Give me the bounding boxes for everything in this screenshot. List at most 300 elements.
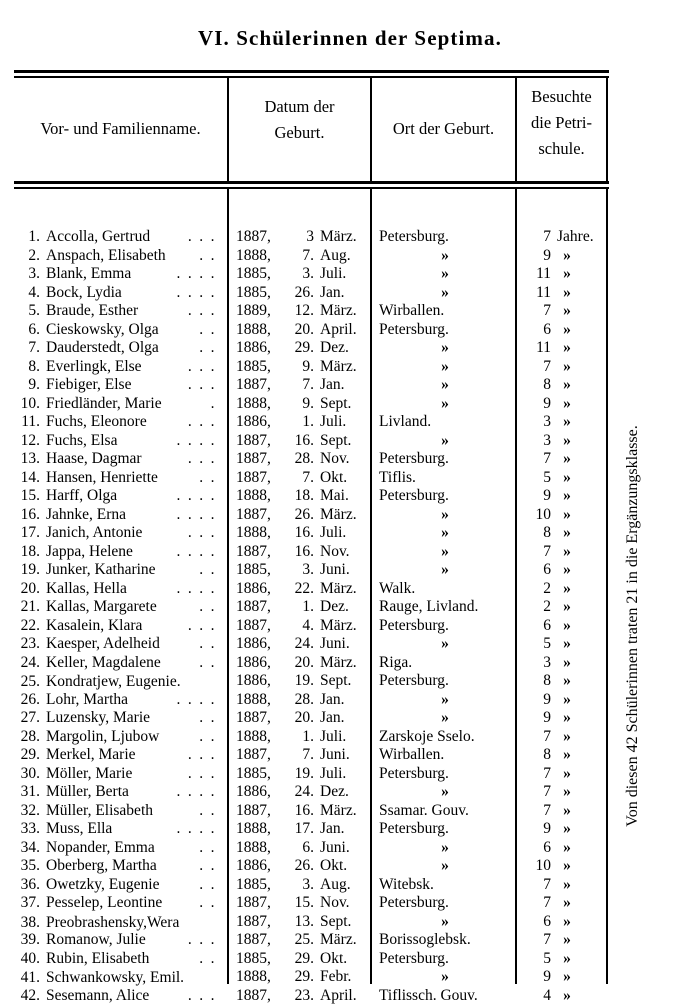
- row-number: 15.: [20, 487, 40, 504]
- row-number: 31.: [20, 783, 40, 800]
- cell-birth-day: 9.: [302, 357, 314, 375]
- cell-birth-month: Okt.: [320, 949, 348, 967]
- cell-birth-year: 1887,: [236, 931, 271, 948]
- dot-leader: ..: [199, 320, 222, 335]
- cell-birth-month: Dez.: [320, 783, 349, 800]
- cell-birthplace-ditto: »: [441, 635, 449, 652]
- table-row: [0, 598, 700, 617]
- cell-years-attended: 6: [543, 838, 551, 856]
- cell-name: [14, 580, 222, 599]
- cell-birth-day: 1.: [302, 727, 314, 745]
- cell-years-unit-ditto: »: [563, 376, 571, 393]
- cell-birth-day: 19.: [294, 672, 314, 689]
- student-name: Margolin, Ljubow: [46, 727, 160, 745]
- cell-name: [14, 654, 222, 673]
- cell-birth-day: 24.: [294, 783, 314, 800]
- cell-birth-year: 1886,: [236, 635, 271, 652]
- cell-years-unit-ditto: »: [563, 246, 571, 264]
- cell-birth-month: April.: [320, 986, 357, 1004]
- row-number: 9.: [28, 376, 40, 393]
- row-number: 7.: [28, 339, 40, 356]
- dot-leader: ...: [187, 931, 222, 945]
- cell-birth-month: Sept.: [320, 912, 352, 930]
- row-number: 24.: [20, 653, 40, 671]
- cell-birth-day: 26.: [294, 505, 314, 523]
- dot-leader: ...: [187, 450, 222, 464]
- dot-leader: ....: [176, 820, 222, 834]
- student-name: Preobrashensky,Wera: [46, 913, 180, 931]
- student-name: Fiebiger, Else: [46, 376, 132, 393]
- cell-years-attended: 7: [543, 302, 551, 319]
- cell-birth-month: Juni.: [320, 746, 350, 763]
- cell-years-unit-ditto: »: [563, 394, 571, 412]
- cell-years-attended: 9: [543, 690, 551, 708]
- table-row: [0, 783, 700, 802]
- cell-years-attended: 3: [543, 413, 551, 430]
- student-name: Kallas, Hella: [46, 579, 127, 597]
- row-number: 27.: [20, 709, 40, 726]
- cell-birth-day: 3.: [302, 875, 314, 893]
- cell-birthplace: Petersburg.: [379, 949, 449, 967]
- cell-birthplace: Petersburg.: [379, 450, 449, 467]
- table-top-rule-thin: [14, 76, 609, 78]
- cell-years-unit-ditto: »: [563, 709, 571, 726]
- cell-birthplace: Witebsk.: [379, 875, 434, 893]
- cell-birth-day: 18.: [294, 487, 314, 504]
- student-name: Anspach, Elisabeth: [46, 246, 166, 264]
- cell-years-unit-ditto: »: [563, 912, 571, 930]
- cell-birth-year: 1886,: [236, 339, 271, 356]
- row-number: 23.: [20, 635, 40, 652]
- cell-birthplace: Petersburg.: [379, 616, 449, 634]
- cell-name: [14, 358, 222, 377]
- cell-birthplace-ditto: »: [441, 431, 449, 449]
- cell-birth-year: 1887,: [236, 709, 271, 726]
- student-name: Kondratjew, Eugenie.: [46, 673, 181, 690]
- dot-leader: [188, 968, 222, 982]
- cell-birth-day: 16.: [294, 542, 314, 560]
- cell-years-unit-ditto: »: [563, 746, 571, 763]
- row-number: 14.: [20, 468, 40, 486]
- cell-birth-day: 15.: [294, 894, 314, 911]
- cell-birth-day: 17.: [294, 820, 314, 837]
- cell-birthplace-ditto: »: [441, 339, 449, 356]
- cell-name: [14, 987, 222, 1005]
- cell-years-unit-ditto: »: [563, 986, 571, 1004]
- cell-years-attended: 9: [543, 968, 551, 985]
- table-row: [0, 635, 700, 654]
- cell-birth-month: Sept.: [320, 672, 352, 689]
- cell-birth-year: 1886,: [236, 653, 271, 671]
- cell-birth-year: 1888,: [236, 524, 271, 541]
- table-row: [0, 672, 700, 691]
- cell-birth-year: 1885,: [236, 265, 271, 282]
- column-header-visit-line3: schule.: [538, 139, 585, 158]
- cell-birth-day: 29.: [294, 949, 314, 967]
- cell-birth-year: 1887,: [236, 450, 271, 467]
- row-number: 38.: [20, 913, 40, 931]
- row-number: 39.: [20, 931, 40, 948]
- dot-leader: ..: [199, 561, 222, 575]
- cell-birth-year: 1887,: [236, 228, 271, 245]
- row-number: 11.: [21, 413, 40, 430]
- table-row: [0, 302, 700, 321]
- student-name: Pesselep, Leontine: [46, 894, 163, 911]
- cell-years-unit-ditto: »: [563, 616, 571, 634]
- table-row: [0, 432, 700, 451]
- row-number: 22.: [20, 616, 40, 634]
- cell-name: [14, 617, 222, 636]
- student-name: Müller, Elisabeth: [46, 801, 153, 819]
- cell-birth-year: 1885,: [236, 357, 271, 375]
- cell-birth-month: Nov.: [320, 450, 350, 467]
- student-name: Blank, Emma: [46, 265, 132, 282]
- cell-years-attended: 10: [535, 857, 551, 874]
- student-name: Keller, Magdalene: [46, 653, 161, 671]
- student-name: Haase, Dagmar: [46, 450, 142, 467]
- column-header-name: Vor- und Familienname.: [40, 119, 201, 138]
- cell-birth-day: 24.: [294, 635, 314, 652]
- cell-birth-day: 16.: [294, 801, 314, 819]
- student-name: Sesemann, Alice: [46, 986, 150, 1004]
- cell-birthplace-ditto: »: [441, 968, 449, 985]
- student-name: Jahnke, Erna: [46, 505, 127, 523]
- student-name: Müller, Berta: [46, 783, 129, 800]
- cell-birthplace: Wirballen.: [379, 746, 445, 763]
- cell-years-attended: 7: [543, 764, 551, 782]
- cell-birth-day: 7.: [302, 376, 314, 393]
- student-name: Harff, Olga: [46, 487, 118, 504]
- dot-leader: ....: [176, 283, 222, 298]
- dot-leader: ..: [199, 635, 222, 649]
- dot-leader: ..: [199, 246, 222, 261]
- cell-years-attended: 7: [543, 450, 551, 467]
- table-row: [0, 709, 700, 728]
- cell-years-unit-ditto: »: [563, 579, 571, 597]
- table-row: [0, 469, 700, 488]
- cell-years-unit-ditto: »: [563, 672, 571, 689]
- cell-birth-day: 6.: [302, 838, 314, 856]
- cell-years-unit-ditto: »: [563, 764, 571, 782]
- cell-birthplace: Petersburg.: [379, 764, 449, 782]
- cell-years-attended: 7: [543, 357, 551, 375]
- cell-birthplace: Borissoglebsk.: [379, 931, 471, 948]
- row-number: 16.: [20, 505, 40, 523]
- dot-leader: [185, 672, 222, 686]
- table-row: [0, 339, 700, 358]
- dot-leader: ..: [199, 709, 222, 723]
- cell-name: [14, 543, 222, 562]
- cell-years-attended: 7: [543, 875, 551, 893]
- row-number: 13.: [20, 450, 40, 467]
- cell-birthplace-ditto: »: [441, 857, 449, 874]
- student-name: Nopander, Emma: [46, 838, 155, 856]
- table-top-rule-thick: [14, 70, 609, 73]
- cell-birth-month: März.: [320, 228, 357, 245]
- cell-birth-year: 1887,: [236, 801, 271, 819]
- cell-birth-year: 1888,: [236, 727, 271, 745]
- table-row: [0, 691, 700, 710]
- cell-birth-year: 1885,: [236, 764, 271, 782]
- cell-years-attended: 7: [543, 931, 551, 948]
- table-row: [0, 450, 700, 469]
- cell-name: [14, 709, 222, 728]
- cell-years-attended: 7: [543, 801, 551, 819]
- cell-years-attended: 7: [543, 542, 551, 560]
- cell-years-unit-ditto: »: [563, 690, 571, 708]
- cell-name: [14, 247, 222, 266]
- cell-birth-day: 26.: [294, 283, 314, 301]
- cell-birth-day: 3.: [302, 265, 314, 282]
- cell-name: [14, 339, 222, 358]
- table-row: [0, 968, 700, 987]
- cell-years-attended: 8: [543, 672, 551, 689]
- cell-birthplace: Petersburg.: [379, 228, 449, 245]
- cell-birth-year: 1886,: [236, 672, 271, 689]
- dot-leader: ..: [199, 894, 222, 908]
- cell-birth-day: 13.: [294, 912, 314, 930]
- cell-name: [14, 931, 222, 950]
- cell-birth-year: 1887,: [236, 616, 271, 634]
- cell-years-attended: 10: [535, 505, 551, 523]
- table-row: [0, 487, 700, 506]
- dot-leader: ....: [176, 783, 222, 797]
- cell-birth-month: März.: [320, 931, 357, 948]
- dot-leader: ...: [187, 376, 222, 390]
- dot-leader: ..: [199, 339, 222, 353]
- row-number: 10.: [20, 394, 40, 412]
- cell-birth-month: Aug.: [320, 875, 351, 893]
- cell-birth-day: 4.: [302, 616, 314, 634]
- cell-birthplace: Petersburg.: [379, 820, 449, 837]
- table-row: [0, 931, 700, 950]
- row-number: 2.: [28, 246, 40, 264]
- dot-leader: ...: [187, 764, 222, 779]
- cell-name: [14, 487, 222, 506]
- table-row: [0, 950, 700, 969]
- student-name: Janich, Antonie: [46, 524, 143, 541]
- column-header-date-line2: Geburt.: [274, 123, 325, 142]
- dot-leader: ...: [187, 228, 222, 242]
- cell-years-attended: 9: [543, 394, 551, 412]
- cell-birth-month: März.: [320, 653, 357, 671]
- cell-birth-year: 1888,: [236, 246, 271, 264]
- table-row: [0, 561, 700, 580]
- cell-birth-day: 7.: [302, 746, 314, 763]
- cell-years-unit-ditto: »: [563, 283, 571, 301]
- dot-leader: ....: [176, 265, 222, 279]
- student-name: Junker, Katharine: [46, 561, 156, 578]
- cell-birth-year: 1888,: [236, 838, 271, 856]
- cell-birthplace-ditto: »: [441, 505, 449, 523]
- cell-birthplace-ditto: »: [441, 376, 449, 393]
- student-name: Cieskowsky, Olga: [46, 320, 159, 338]
- student-name: Schwankowsky, Emil.: [46, 969, 185, 986]
- dot-leader: ...: [187, 524, 222, 538]
- cell-years-unit: Jahre.: [557, 228, 594, 245]
- cell-birthplace-ditto: »: [441, 246, 449, 264]
- cell-birth-day: 20.: [294, 320, 314, 338]
- table-row: [0, 506, 700, 525]
- side-note: Von diesen 42 Schülerinnen traten 21 in die Ergänzungsklasse.: [624, 425, 641, 827]
- cell-name: [14, 950, 222, 969]
- dot-leader: ..: [199, 598, 222, 612]
- cell-years-unit-ditto: »: [563, 931, 571, 948]
- cell-years-attended: 4: [543, 986, 551, 1004]
- cell-birthplace: Livland.: [379, 413, 432, 430]
- row-number: 33.: [20, 820, 40, 837]
- dot-leader: ...: [187, 986, 222, 1001]
- cell-birth-month: Nov.: [320, 542, 350, 560]
- cell-birth-month: Dez.: [320, 339, 349, 356]
- cell-birth-month: Jan.: [320, 820, 345, 837]
- table-body: [0, 228, 700, 1005]
- cell-birth-month: Mai.: [320, 487, 349, 504]
- cell-name: [14, 746, 222, 765]
- cell-birth-month: März.: [320, 579, 357, 597]
- cell-birth-year: 1887,: [236, 505, 271, 523]
- row-number: 5.: [28, 302, 40, 319]
- cell-birthplace: Petersburg.: [379, 894, 449, 911]
- cell-birth-month: Juli.: [320, 265, 347, 282]
- cell-name: [14, 413, 222, 432]
- cell-birth-day: 29.: [294, 339, 314, 356]
- cell-years-unit-ditto: »: [563, 820, 571, 837]
- cell-birth-year: 1886,: [236, 857, 271, 874]
- cell-name: [14, 857, 222, 876]
- table-row: [0, 746, 700, 765]
- cell-birth-year: 1885,: [236, 949, 271, 967]
- row-number: 4.: [28, 283, 40, 301]
- cell-years-attended: 5: [543, 949, 551, 967]
- cell-birth-day: 23.: [294, 986, 314, 1004]
- row-number: 37.: [20, 894, 40, 911]
- cell-birthplace: Petersburg.: [379, 487, 449, 504]
- cell-birth-year: 1888,: [236, 394, 271, 412]
- cell-birth-year: 1886,: [236, 579, 271, 597]
- cell-name: [14, 598, 222, 617]
- cell-birthplace-ditto: »: [441, 783, 449, 800]
- cell-birth-month: Sept.: [320, 431, 352, 449]
- row-number: 42.: [20, 986, 40, 1004]
- student-name: Kallas, Margarete: [46, 598, 157, 615]
- cell-birth-month: Juli.: [320, 727, 347, 745]
- cell-years-attended: 6: [543, 561, 551, 578]
- student-name: Friedländer, Marie: [46, 394, 162, 412]
- table-row: [0, 543, 700, 562]
- cell-birthplace: Wirballen.: [379, 302, 445, 319]
- cell-birth-day: 7.: [302, 246, 314, 264]
- cell-birth-day: 3.: [302, 561, 314, 578]
- student-name: Dauderstedt, Olga: [46, 339, 159, 356]
- row-number: 21.: [20, 598, 40, 615]
- table-row: [0, 765, 700, 784]
- row-number: 8.: [28, 357, 40, 375]
- cell-birth-day: 22.: [294, 579, 314, 597]
- cell-birthplace-ditto: »: [441, 357, 449, 375]
- cell-years-unit-ditto: »: [563, 320, 571, 338]
- cell-years-unit-ditto: »: [563, 339, 571, 356]
- column-header-visit: [517, 84, 606, 162]
- row-number: 6.: [28, 320, 40, 338]
- table-row: [0, 802, 700, 821]
- student-name: Fuchs, Elsa: [46, 431, 118, 449]
- dot-leader: ....: [176, 487, 222, 501]
- cell-birth-year: 1888,: [236, 487, 271, 504]
- cell-birthplace: Zarskoje Sselo.: [379, 727, 475, 745]
- cell-years-unit-ditto: »: [563, 968, 571, 985]
- dot-leader: .: [210, 394, 222, 409]
- row-number: 28.: [20, 727, 40, 745]
- dot-leader: ..: [199, 857, 222, 871]
- cell-name: [14, 876, 222, 895]
- table-row: [0, 413, 700, 432]
- cell-years-attended: 5: [543, 468, 551, 486]
- cell-birth-month: Juli.: [320, 413, 347, 430]
- cell-years-attended: 9: [543, 487, 551, 504]
- cell-years-unit-ditto: »: [563, 894, 571, 911]
- cell-birth-year: 1887,: [236, 912, 271, 930]
- cell-birth-month: Sept.: [320, 394, 352, 412]
- cell-years-unit-ditto: »: [563, 468, 571, 486]
- cell-birthplace-ditto: »: [441, 912, 449, 930]
- cell-name: [14, 839, 222, 858]
- cell-name: [14, 376, 222, 395]
- cell-birth-month: Aug.: [320, 246, 351, 264]
- table-row: [0, 284, 700, 303]
- cell-birth-year: 1887,: [236, 376, 271, 393]
- cell-name: [14, 783, 222, 802]
- cell-birth-year: 1888,: [236, 968, 271, 985]
- cell-name: [14, 765, 222, 784]
- cell-years-attended: 6: [543, 616, 551, 634]
- cell-birth-month: Okt.: [320, 468, 348, 486]
- cell-years-unit-ditto: »: [563, 542, 571, 560]
- cell-birthplace: Tiflissch. Gouv.: [379, 986, 478, 1004]
- cell-birth-day: 19.: [294, 764, 314, 782]
- dot-leader: ...: [187, 616, 222, 631]
- student-name: Muss, Ella: [46, 820, 113, 837]
- cell-birth-day: 28.: [294, 450, 314, 467]
- dot-leader: ..: [199, 949, 222, 964]
- student-name: Luzensky, Marie: [46, 709, 151, 726]
- cell-birthplace-ditto: »: [441, 542, 449, 560]
- cell-years-unit-ditto: »: [563, 524, 571, 541]
- header-bottom-rule-thin: [14, 187, 609, 189]
- cell-birthplace: Riga.: [379, 653, 413, 671]
- cell-birth-month: Nov.: [320, 894, 350, 911]
- cell-years-unit-ditto: »: [563, 431, 571, 449]
- cell-years-unit-ditto: »: [563, 653, 571, 671]
- cell-years-attended: 5: [543, 635, 551, 652]
- cell-name: [14, 561, 222, 580]
- row-number: 17.: [20, 524, 40, 541]
- cell-birth-month: Jan.: [320, 376, 345, 393]
- column-header-date: [229, 94, 370, 146]
- cell-years-unit-ditto: »: [563, 505, 571, 523]
- student-name: Rubin, Elisabeth: [46, 949, 150, 967]
- student-name: Braude, Esther: [46, 302, 139, 319]
- cell-birth-month: Jan.: [320, 690, 345, 708]
- cell-years-attended: 6: [543, 912, 551, 930]
- cell-name: [14, 506, 222, 525]
- dot-leader: ....: [176, 579, 222, 594]
- student-name: Oberberg, Martha: [46, 857, 157, 874]
- dot-leader: ..: [199, 653, 222, 668]
- column-header-visit-line1: Besuchte: [531, 87, 592, 106]
- row-number: 40.: [20, 949, 40, 967]
- row-number: 26.: [20, 690, 40, 708]
